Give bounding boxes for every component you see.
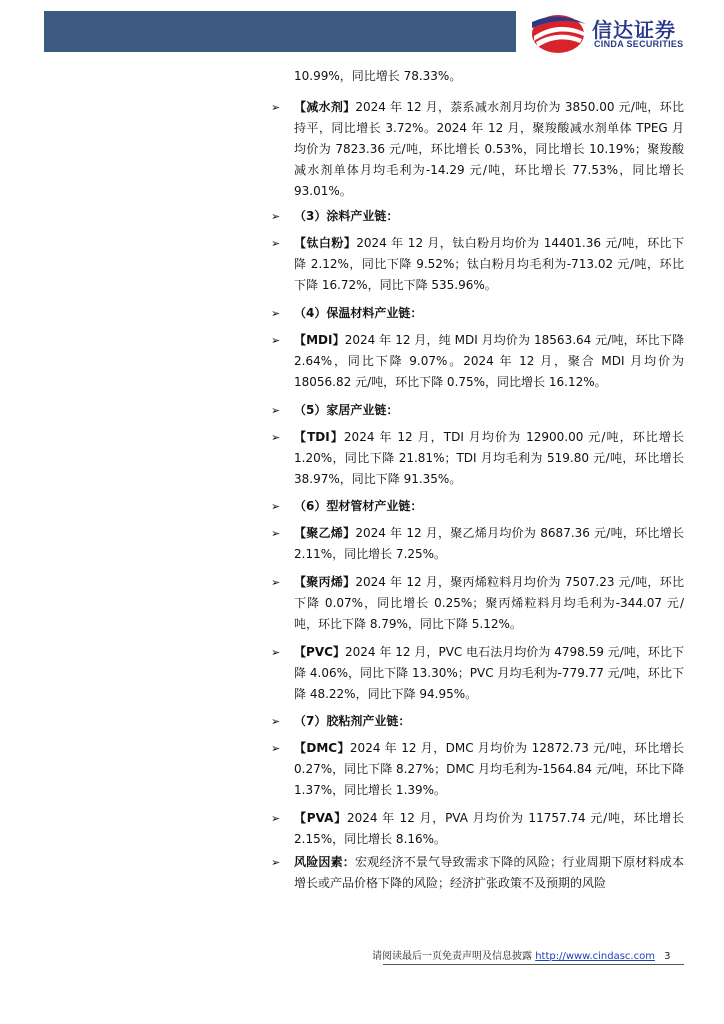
- item-heading: （4）保温材料产业链：: [294, 306, 423, 320]
- item-text: [294, 233, 684, 296]
- item-text: [294, 496, 684, 517]
- bullet-arrow-icon: ➢: [271, 404, 281, 417]
- page-number: 3: [664, 951, 671, 962]
- item-body: 2024 年 12 月，TDI 月均价为 12900.00 元/吨，环比增长 1.20%，同比下降 21.81%；TDI 月均毛利为 519.80 元/吨，环比增长 38.97%，同比下降 91.35%。: [294, 430, 684, 486]
- item-heading: 【PVA】: [294, 811, 347, 825]
- bullet-arrow-icon: ➢: [271, 500, 281, 513]
- footer-rule: [383, 964, 684, 965]
- item-heading: 【DMC】: [294, 741, 350, 755]
- item-body: 2024 年 12 月，PVA 月均价为 11757.74 元/吨，环比增长 2.15%，同比增长 8.16%。: [294, 811, 684, 846]
- bullet-arrow-icon: ➢: [271, 101, 281, 114]
- item-body: 2024 年 12 月，聚丙烯粒料月均价为 7507.23 元/吨，环比下降 0.07%，同比增长 0.25%；聚丙烯粒料月均毛利为-344.07 元/吨，环比下降 8.79%，同比下降 5.12%。: [294, 575, 684, 631]
- bullet-arrow-icon: ➢: [271, 431, 281, 444]
- item-body: 宏观经济不景气导致需求下降的风险；行业周期下原材料成本增长或产品价格下降的风险；经济扩张政策不及预期的风险: [294, 855, 684, 890]
- item-text: [294, 808, 684, 850]
- item-heading: （3）涂料产业链：: [294, 209, 399, 223]
- item-body: 2024 年 12 月，DMC 月均价为 12872.73 元/吨，环比增长 0.27%，同比下降 8.27%；DMC 月均毛利为-1564.84 元/吨，环比下降 1.37%，同比增长 1.39%。: [294, 741, 684, 797]
- bullet-arrow-icon: ➢: [271, 856, 281, 869]
- item-text: [294, 400, 684, 421]
- bullet-arrow-icon: ➢: [271, 646, 281, 659]
- brand-name-cn: 信达证券: [592, 18, 676, 42]
- item-heading: 【TDI】: [294, 430, 344, 444]
- item-body: 2024 年 12 月，聚乙烯月均价为 8687.36 元/吨，环比增长 2.11%，同比增长 7.25%。: [294, 526, 684, 561]
- bullet-arrow-icon: ➢: [271, 527, 281, 540]
- header-band: [44, 11, 516, 52]
- item-text: [294, 330, 684, 393]
- item-heading: 【PVC】: [294, 645, 345, 659]
- item-text: [294, 97, 684, 202]
- item-text: [294, 852, 684, 894]
- footer: [372, 950, 671, 964]
- bullet-arrow-icon: ➢: [271, 237, 281, 250]
- item-heading: （7）胶粘剂产业链：: [294, 714, 411, 728]
- item-text: [294, 572, 684, 635]
- item-heading: 风险因素：: [294, 855, 355, 869]
- bullet-arrow-icon: ➢: [271, 576, 281, 589]
- bullet-arrow-icon: ➢: [271, 715, 281, 728]
- bullet-arrow-icon: ➢: [271, 334, 281, 347]
- item-body: 2024 年 12 月，钛白粉月均价为 14401.36 元/吨，环比下降 2.12%，同比下降 9.52%；钛白粉月均毛利为-713.02 元/吨，环比下降 16.72%，同比下降 535.96%。: [294, 236, 684, 292]
- bullet-arrow-icon: ➢: [271, 210, 281, 223]
- item-heading: 【聚乙烯】: [294, 526, 356, 540]
- bullet-arrow-icon: ➢: [271, 742, 281, 755]
- item-body: 2024 年 12 月，PVC 电石法月均价为 4798.59 元/吨，环比下降 4.06%，同比下降 13.30%；PVC 月均毛利为-779.77 元/吨，环比下降 48.22%，同比下降 94.95%。: [294, 645, 684, 701]
- footer-disclaimer: 请阅读最后一页免责声明及信息披露: [372, 951, 532, 962]
- item-heading: 【聚丙烯】: [294, 575, 356, 589]
- bullet-arrow-icon: ➢: [271, 812, 281, 825]
- brand-name-en: CINDA SECURITIES: [594, 39, 684, 49]
- bullet-arrow-icon: ➢: [271, 307, 281, 320]
- item-text: [294, 523, 684, 565]
- continued-text: 10.99%，同比增长 78.33%。: [294, 69, 462, 83]
- item-text: [294, 303, 684, 324]
- item-body: 2024 年 12 月，纯 MDI 月均价为 18563.64 元/吨，环比下降 2.64%，同比下降 9.07%。2024 年 12 月，聚合 MDI 月均价为 18056.82 元/吨，环比下降 0.75%，同比增长 16.12%。: [294, 333, 684, 389]
- item-text: [294, 206, 684, 227]
- item-body: 2024 年 12 月，萘系减水剂月均价为 3850.00 元/吨，环比持平，同比增长 3.72%。2024 年 12 月，聚羧酸减水剂单体 TPEG 月均价为 7823.36 元/吨，环比增长 0.53%，同比增长 10.19%；聚羧酸减水剂单体月均毛利为-14.29 元/吨，环比增长 77.53%，同比增长 93.01%。: [294, 100, 684, 198]
- item-heading: 【减水剂】: [294, 100, 356, 114]
- item-text: [294, 642, 684, 705]
- item-text: [294, 738, 684, 801]
- item-text: [294, 711, 684, 732]
- footer-link[interactable]: http://www.cindasc.com: [535, 951, 655, 962]
- item-text: [294, 427, 684, 490]
- item-heading: （5）家居产业链：: [294, 403, 399, 417]
- cinda-logo-icon: [528, 12, 588, 56]
- item-heading: （6）型材管材产业链：: [294, 499, 423, 513]
- brand-logo: [528, 12, 704, 56]
- item-heading: 【MDI】: [294, 333, 345, 347]
- item-heading: 【钛白粉】: [294, 236, 357, 250]
